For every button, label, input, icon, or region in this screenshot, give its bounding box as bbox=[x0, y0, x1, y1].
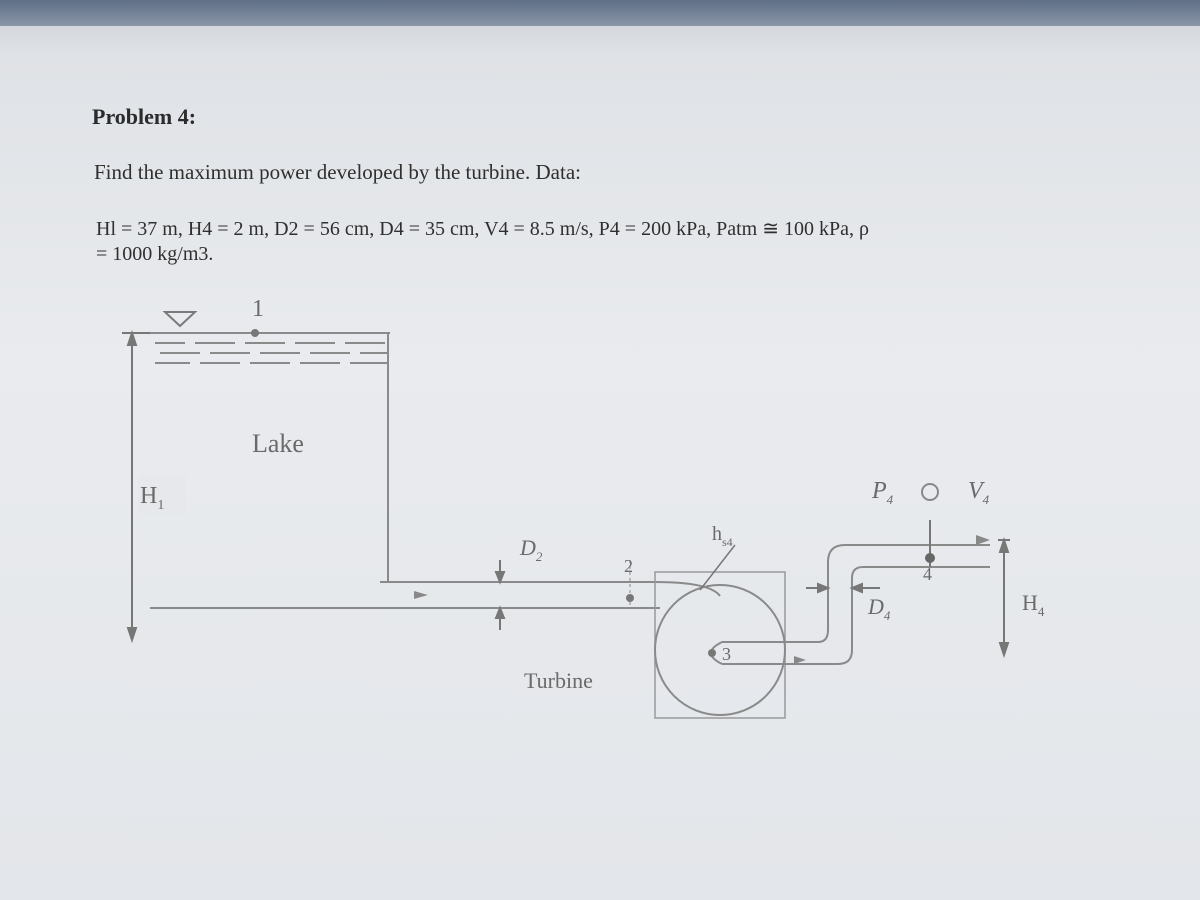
problem-title: Problem 4: bbox=[92, 104, 197, 129]
D2-dimension bbox=[496, 560, 504, 630]
exit-flow-arrow-icon bbox=[976, 535, 990, 545]
point-2-label: 2 bbox=[624, 556, 633, 576]
V4-label: $V_4$ bbox=[968, 478, 990, 507]
H4-dimension bbox=[998, 540, 1010, 655]
lake-label: Lake bbox=[252, 429, 304, 458]
hs4-leader bbox=[700, 545, 735, 590]
D2-label: $D_2$ bbox=[520, 535, 543, 564]
point-4-label: 4 bbox=[923, 564, 932, 584]
free-surface-icon bbox=[165, 312, 195, 326]
outlet-flow-arrow-icon bbox=[794, 656, 806, 664]
given-data-line-1: Hl = 37 m, H4 = 2 m, D2 = 56 cm, D4 = 35 cm, V4 = 8.5 m/s, P4 = 200 kPa, Patm ≅ 100 kPa, ρ bbox=[96, 218, 869, 240]
given-data-line-2: = 1000 kg/m3. bbox=[96, 243, 214, 265]
point-3-marker bbox=[708, 649, 716, 657]
problem-statement: Find the maximum power developed by the turbine. Data: bbox=[94, 160, 581, 184]
D4-label: $D_4$ bbox=[868, 594, 891, 623]
turbine-runner bbox=[655, 585, 785, 715]
point-2-marker bbox=[626, 594, 634, 602]
P4-label: $P_4$ bbox=[872, 478, 894, 507]
turbine-label: Turbine bbox=[524, 668, 593, 693]
H4-label: $H_4$ bbox=[1022, 590, 1045, 619]
point-1-marker bbox=[251, 329, 259, 337]
pipe-walls bbox=[150, 333, 720, 608]
point-3-label: 3 bbox=[722, 644, 731, 664]
H1-label: $H_1$ bbox=[140, 483, 165, 513]
outlet-pipe bbox=[711, 545, 990, 664]
lake-water bbox=[150, 333, 390, 363]
flow-arrow-icon bbox=[414, 591, 428, 599]
point-4-marker bbox=[925, 553, 935, 563]
hs4-label: $h_{s4}$ bbox=[712, 523, 733, 549]
point-1-label: 1 bbox=[252, 296, 264, 322]
pressure-gauge-icon bbox=[922, 484, 938, 500]
D4-dimension bbox=[806, 584, 880, 592]
